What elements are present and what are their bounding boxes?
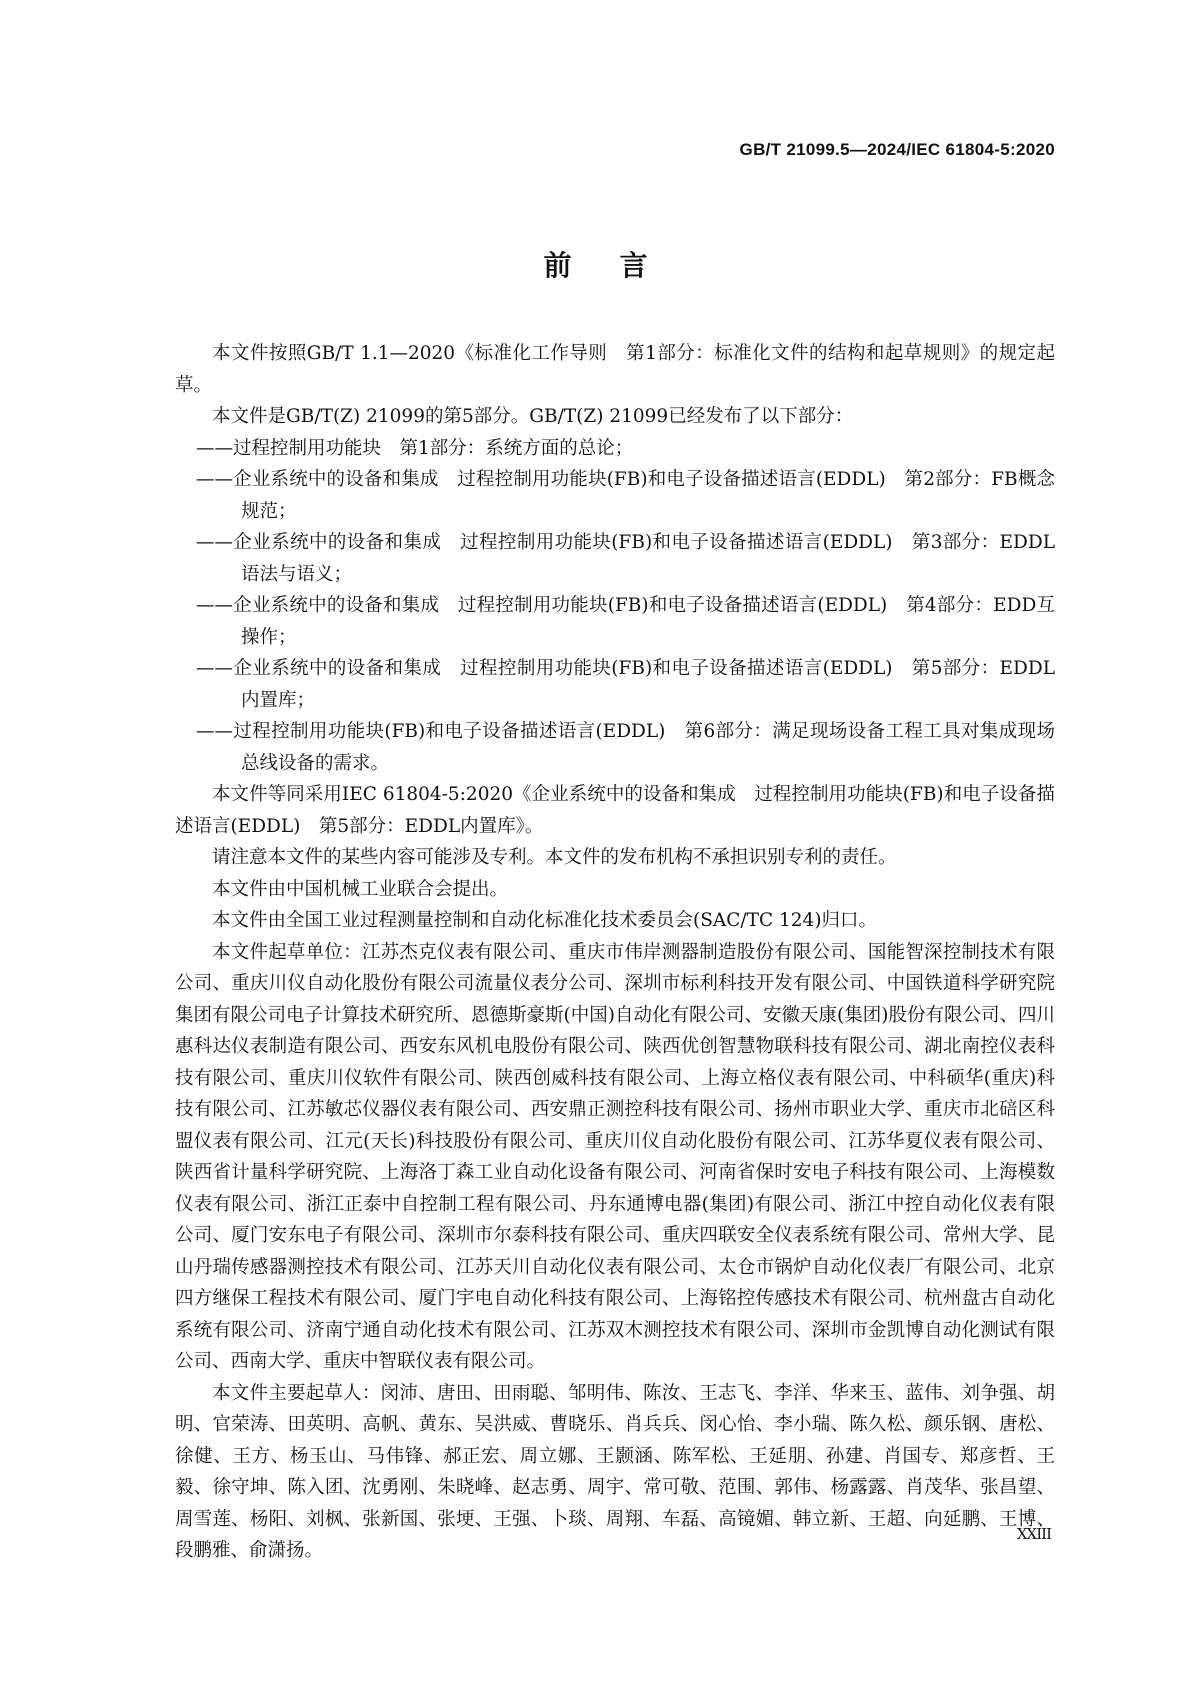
standard-code-header: GB/T 21099.5—2024/IEC 61804-5:2020 <box>739 140 1055 159</box>
paragraph-drafting-rules: 本文件按照GB/T 1.1—2020《标准化工作导则 第1部分：标准化文件的结构和起草规则》的规定起草。 <box>175 343 1055 396</box>
paragraph-proposer: 本文件由中国机械工业联合会提出。 <box>212 878 509 900</box>
page-number: XXIII <box>1016 1525 1051 1543</box>
list-item: ——过程控制用功能块 第1部分：系统方面的总论； <box>196 437 634 459</box>
paragraph-drafters: 本文件主要起草人：闵沛、唐田、田雨聪、邹明伟、陈汝、王志飞、李洋、华来玉、蓝伟、刘争强、胡明、官荣涛、田英明、高帆、黄东、吴洪威、曹晓乐、肖兵兵、闵心怡、李小瑞、陈久松、颜乐钢、唐松、徐健、王方、杨玉山、马伟锋、郝正宏、周立娜、王颢涵、陈军松、王延朋、孙建、肖国专、郑彦哲、王毅、徐守坤、陈入团、沈勇刚、朱晓峰、赵志勇、周宇、常可敬、范围、郭伟、杨露露、肖茂华、张昌望、周雪莲、杨阳、刘枫、张新国、张埂、王强、卜琰、周翔、车磊、高镜媚、韩立新、王超、向延鹏、王博、段鹏雅、俞潇扬。 <box>175 1382 1055 1561</box>
paragraph-series-intro: 本文件是GB/T(Z) 21099的第5部分。GB/T(Z) 21099已经发布了以下部分： <box>212 406 854 427</box>
list-item: ——企业系统中的设备和集成 过程控制用功能块(FB)和电子设备描述语言(EDDL) 第2部分：FB概念规范； <box>196 469 1055 522</box>
foreword-body <box>175 338 1055 1567</box>
list-item: ——企业系统中的设备和集成 过程控制用功能块(FB)和电子设备描述语言(EDDL) 第4部分：EDD互操作； <box>196 595 1055 648</box>
paragraph-patent-notice: 请注意本文件的某些内容可能涉及专利。本文件的发布机构不承担识别专利的责任。 <box>212 847 897 868</box>
paragraph-technical-committee: 本文件由全国工业过程测量控制和自动化标准化技术委员会(SAC/TC 124)归口。 <box>212 910 878 931</box>
paragraph-drafting-units: 本文件起草单位：江苏杰克仪表有限公司、重庆市伟岸测器制造股份有限公司、国能智深控制技术有限公司、重庆川仪自动化股份有限公司流量仪表分公司、深圳市标利科技开发有限公司、中国铁道科学研究院集团有限公司电子计算技术研究所、恩德斯豪斯(中国)自动化有限公司、安徽天康(集团)股份有限公司、四川惠科达仪表制造有限公司、西安东风机电股份有限公司、陕西优创智慧物联科技有限公司、湖北南控仪表科技有限公司、重庆川仪软件有限公司、陕西创威科技有限公司、上海立格仪表有限公司、中科硕华(重庆)科技有限公司、江苏敏芯仪器仪表有限公司、西安鼎正测控科技有限公司、扬州市职业大学、重庆市北碚区科盟仪表有限公司、江元(天长)科技股份有限公司、重庆川仪自动化股份有限公司、江苏华夏仪表有限公司、陕西省计量科学研究院、上海洛丁森工业自动化设备有限公司、河南省保时安电子科技有限公司、上海模数仪表有限公司、浙江正泰中自控制工程有限公司、丹东通博电器(集团)有限公司、浙江中控自动化仪表有限公司、厦门安东电子有限公司、深圳市尔泰科技有限公司、重庆四联安全仪表系统有限公司、常州大学、昆山丹瑞传感器测控技术有限公司、江苏天川自动化仪表有限公司、太仓市锅炉自动化仪表厂有限公司、北京四方继保工程技术有限公司、厦门宇电自动化科技有限公司、上海铭控传感技术有限公司、杭州盘古自动化系统有限公司、济南宁通自动化技术有限公司、江苏双木测控技术有限公司、深圳市金凯博自动化测试有限公司、西南大学、重庆中智联仪表有限公司。 <box>175 941 1055 1372</box>
parts-list <box>175 433 1055 780</box>
list-item: ——企业系统中的设备和集成 过程控制用功能块(FB)和电子设备描述语言(EDDL) 第5部分：EDDL内置库； <box>196 658 1055 711</box>
list-item: ——企业系统中的设备和集成 过程控制用功能块(FB)和电子设备描述语言(EDDL) 第3部分：EDDL语法与语义； <box>196 532 1055 585</box>
paragraph-equivalence: 本文件等同采用IEC 61804-5:2020《企业系统中的设备和集成 过程控制用功能块(FB)和电子设备描述语言(EDDL) 第5部分：EDDL内置库》。 <box>175 784 1055 837</box>
list-item: ——过程控制用功能块(FB)和电子设备描述语言(EDDL) 第6部分：满足现场设备工程工具对集成现场总线设备的需求。 <box>196 721 1055 774</box>
page-title: 前言 <box>543 249 696 282</box>
